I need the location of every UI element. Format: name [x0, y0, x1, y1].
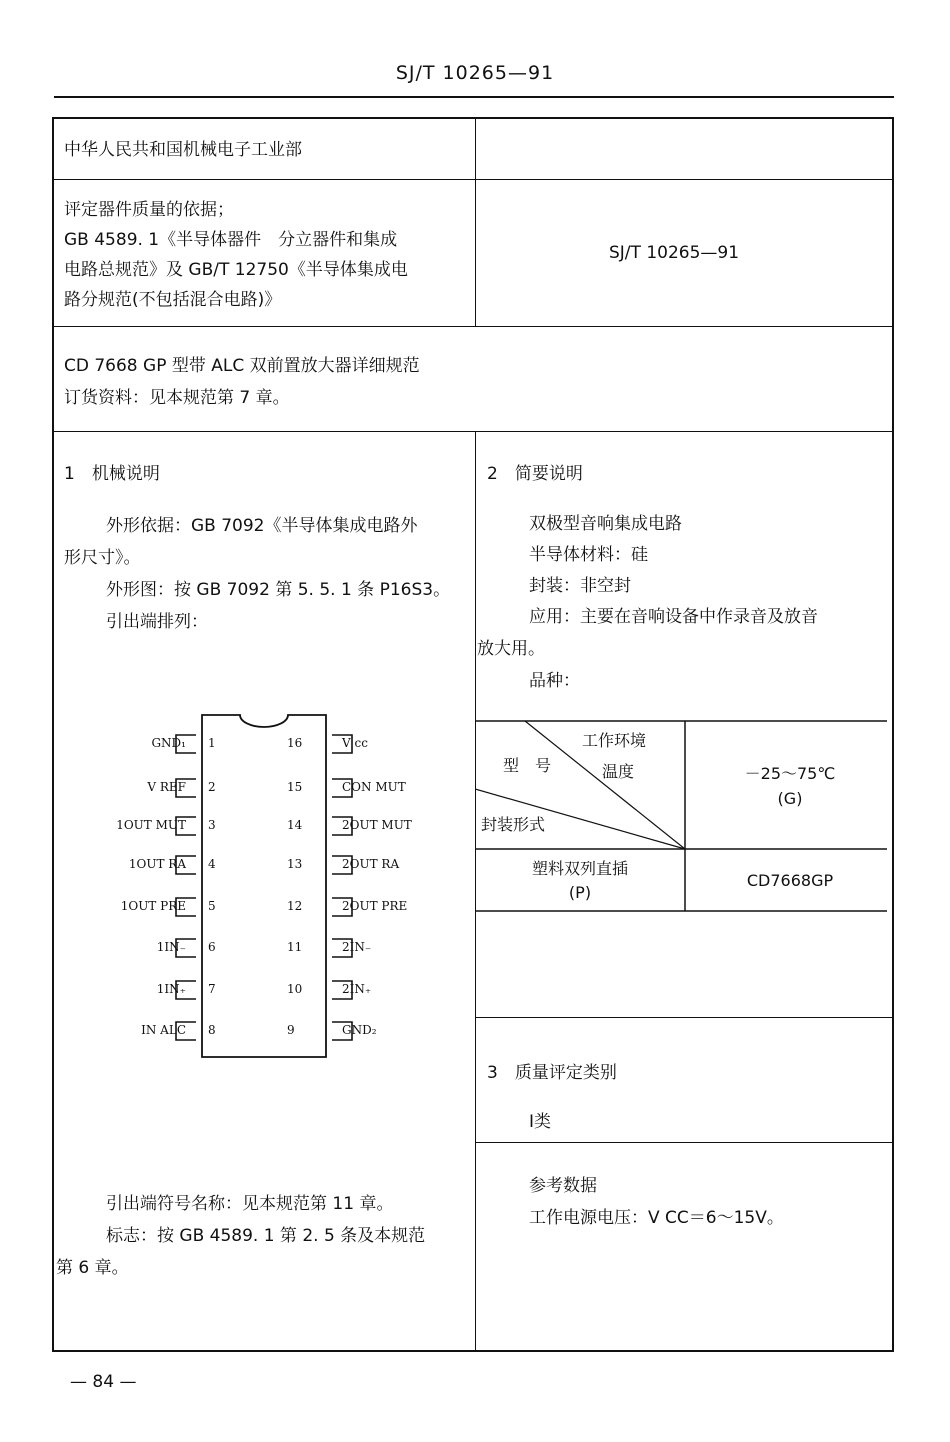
pin-label: 1IN₋	[156, 940, 186, 954]
pin-number: 11	[287, 940, 303, 954]
pin-label: 1OUT PRE	[120, 899, 186, 913]
pin-number: 7	[208, 982, 216, 996]
row-divider	[475, 1017, 894, 1018]
pin-number: 12	[287, 899, 303, 913]
pin-label: 2OUT PRE	[342, 899, 408, 913]
section1-line: 引出端排列：	[106, 612, 208, 632]
spec-table	[52, 117, 894, 1352]
header-rule	[54, 96, 894, 98]
pin-label: CON MUT	[342, 780, 406, 794]
pin-label: 2OUT MUT	[342, 818, 412, 832]
pin-number: 6	[208, 940, 216, 954]
spec-number: SJ/T 10265—91	[609, 243, 740, 263]
section2-title: 2 简要说明	[487, 464, 583, 484]
reference-title: 参考数据	[529, 1176, 597, 1196]
basis-line: 评定器件质量的依据；	[64, 200, 234, 220]
table-header-temp: 温度	[602, 762, 635, 781]
pin-number: 8	[208, 1023, 216, 1037]
pin-number: 9	[287, 1023, 295, 1037]
section1-title: 1 机械说明	[64, 464, 160, 484]
section2-line: 半导体材料：硅	[529, 545, 648, 565]
basis-line: 路分规范(不包括混合电路)》	[64, 290, 282, 310]
column-divider	[475, 119, 476, 326]
section2-line: 品种：	[529, 671, 580, 691]
pin-label: IN ALC	[141, 1023, 186, 1037]
ministry-name: 中华人民共和国机械电子工业部	[64, 140, 302, 160]
pin-label: 2IN₊	[342, 982, 372, 996]
pin-number: 14	[287, 818, 303, 832]
pin-number: 2	[208, 780, 216, 794]
pin-number: 1	[208, 736, 216, 750]
pin-number: 4	[208, 857, 216, 871]
pin-label: 1OUT MUT	[116, 818, 186, 832]
part-number: CD7668GP	[746, 871, 834, 890]
basis-line: GB 4589. 1《半导体器件 分立器件和集成	[64, 230, 398, 250]
temperature-code: (G)	[777, 789, 803, 808]
pinout-diagram	[54, 119, 474, 1349]
pin-number: 16	[287, 736, 303, 750]
pin-label: GND₁	[151, 736, 186, 750]
pin-number: 15	[287, 780, 303, 794]
basis-line: 电路总规范》及 GB/T 12750《半导体集成电	[64, 260, 408, 280]
pin-label: V cc	[342, 736, 368, 750]
supply-voltage: 工作电源电压：V CC＝6～15V。	[529, 1208, 784, 1228]
pin-number: 10	[287, 982, 303, 996]
document-code-header: SJ/T 10265—91	[395, 62, 555, 84]
temperature-range: －25～75℃	[744, 764, 836, 783]
pin-label: V REF	[147, 780, 186, 794]
pin-number: 5	[208, 899, 216, 913]
section1-bottom-line: 引出端符号名称：见本规范第 11 章。	[106, 1194, 394, 1214]
section1-bottom-line: 标志：按 GB 4589. 1 第 2. 5 条及本规范	[106, 1226, 426, 1246]
pin-label: 2IN₋	[342, 940, 372, 954]
package-name: 塑料双列直插	[531, 859, 628, 878]
section2-line: 应用：主要在音响设备中作录音及放音	[529, 607, 818, 627]
section1-line: 外形依据：GB 7092《半导体集成电路外	[106, 516, 418, 536]
pin-label: 2OUT RA	[342, 857, 400, 871]
section3-title: 3 质量评定类别	[487, 1063, 617, 1083]
package-code: (P)	[568, 883, 592, 902]
section1-line: 形尺寸》。	[64, 548, 141, 568]
section1-bottom-line: 第 6 章。	[56, 1258, 129, 1278]
section2-line: 放大用。	[477, 639, 545, 659]
quality-category: Ⅰ类	[529, 1112, 552, 1132]
ordering-info: 订货资料：见本规范第 7 章。	[64, 388, 290, 408]
pin-label: 1IN₊	[156, 982, 186, 996]
row-divider	[475, 1142, 894, 1143]
spec-title: CD 7668 GP 型带 ALC 双前置放大器详细规范	[64, 356, 420, 376]
table-header-type: 型 号	[503, 756, 552, 775]
table-header-package: 封装形式	[481, 815, 546, 834]
section1-line: 外形图：按 GB 7092 第 5. 5. 1 条 P16S3。	[106, 580, 451, 600]
table-header-env: 工作环境	[582, 731, 647, 750]
section2-line: 封装：非空封	[529, 576, 631, 596]
pin-label: 1OUT RA	[128, 857, 186, 871]
pin-number: 3	[208, 818, 216, 832]
section2-line: 双极型音响集成电路	[529, 514, 682, 534]
pin-number: 13	[287, 857, 303, 871]
ic-package-outline	[202, 715, 326, 1057]
pin-label: GND₂	[342, 1023, 377, 1037]
page-number: — 84 —	[70, 1372, 137, 1392]
